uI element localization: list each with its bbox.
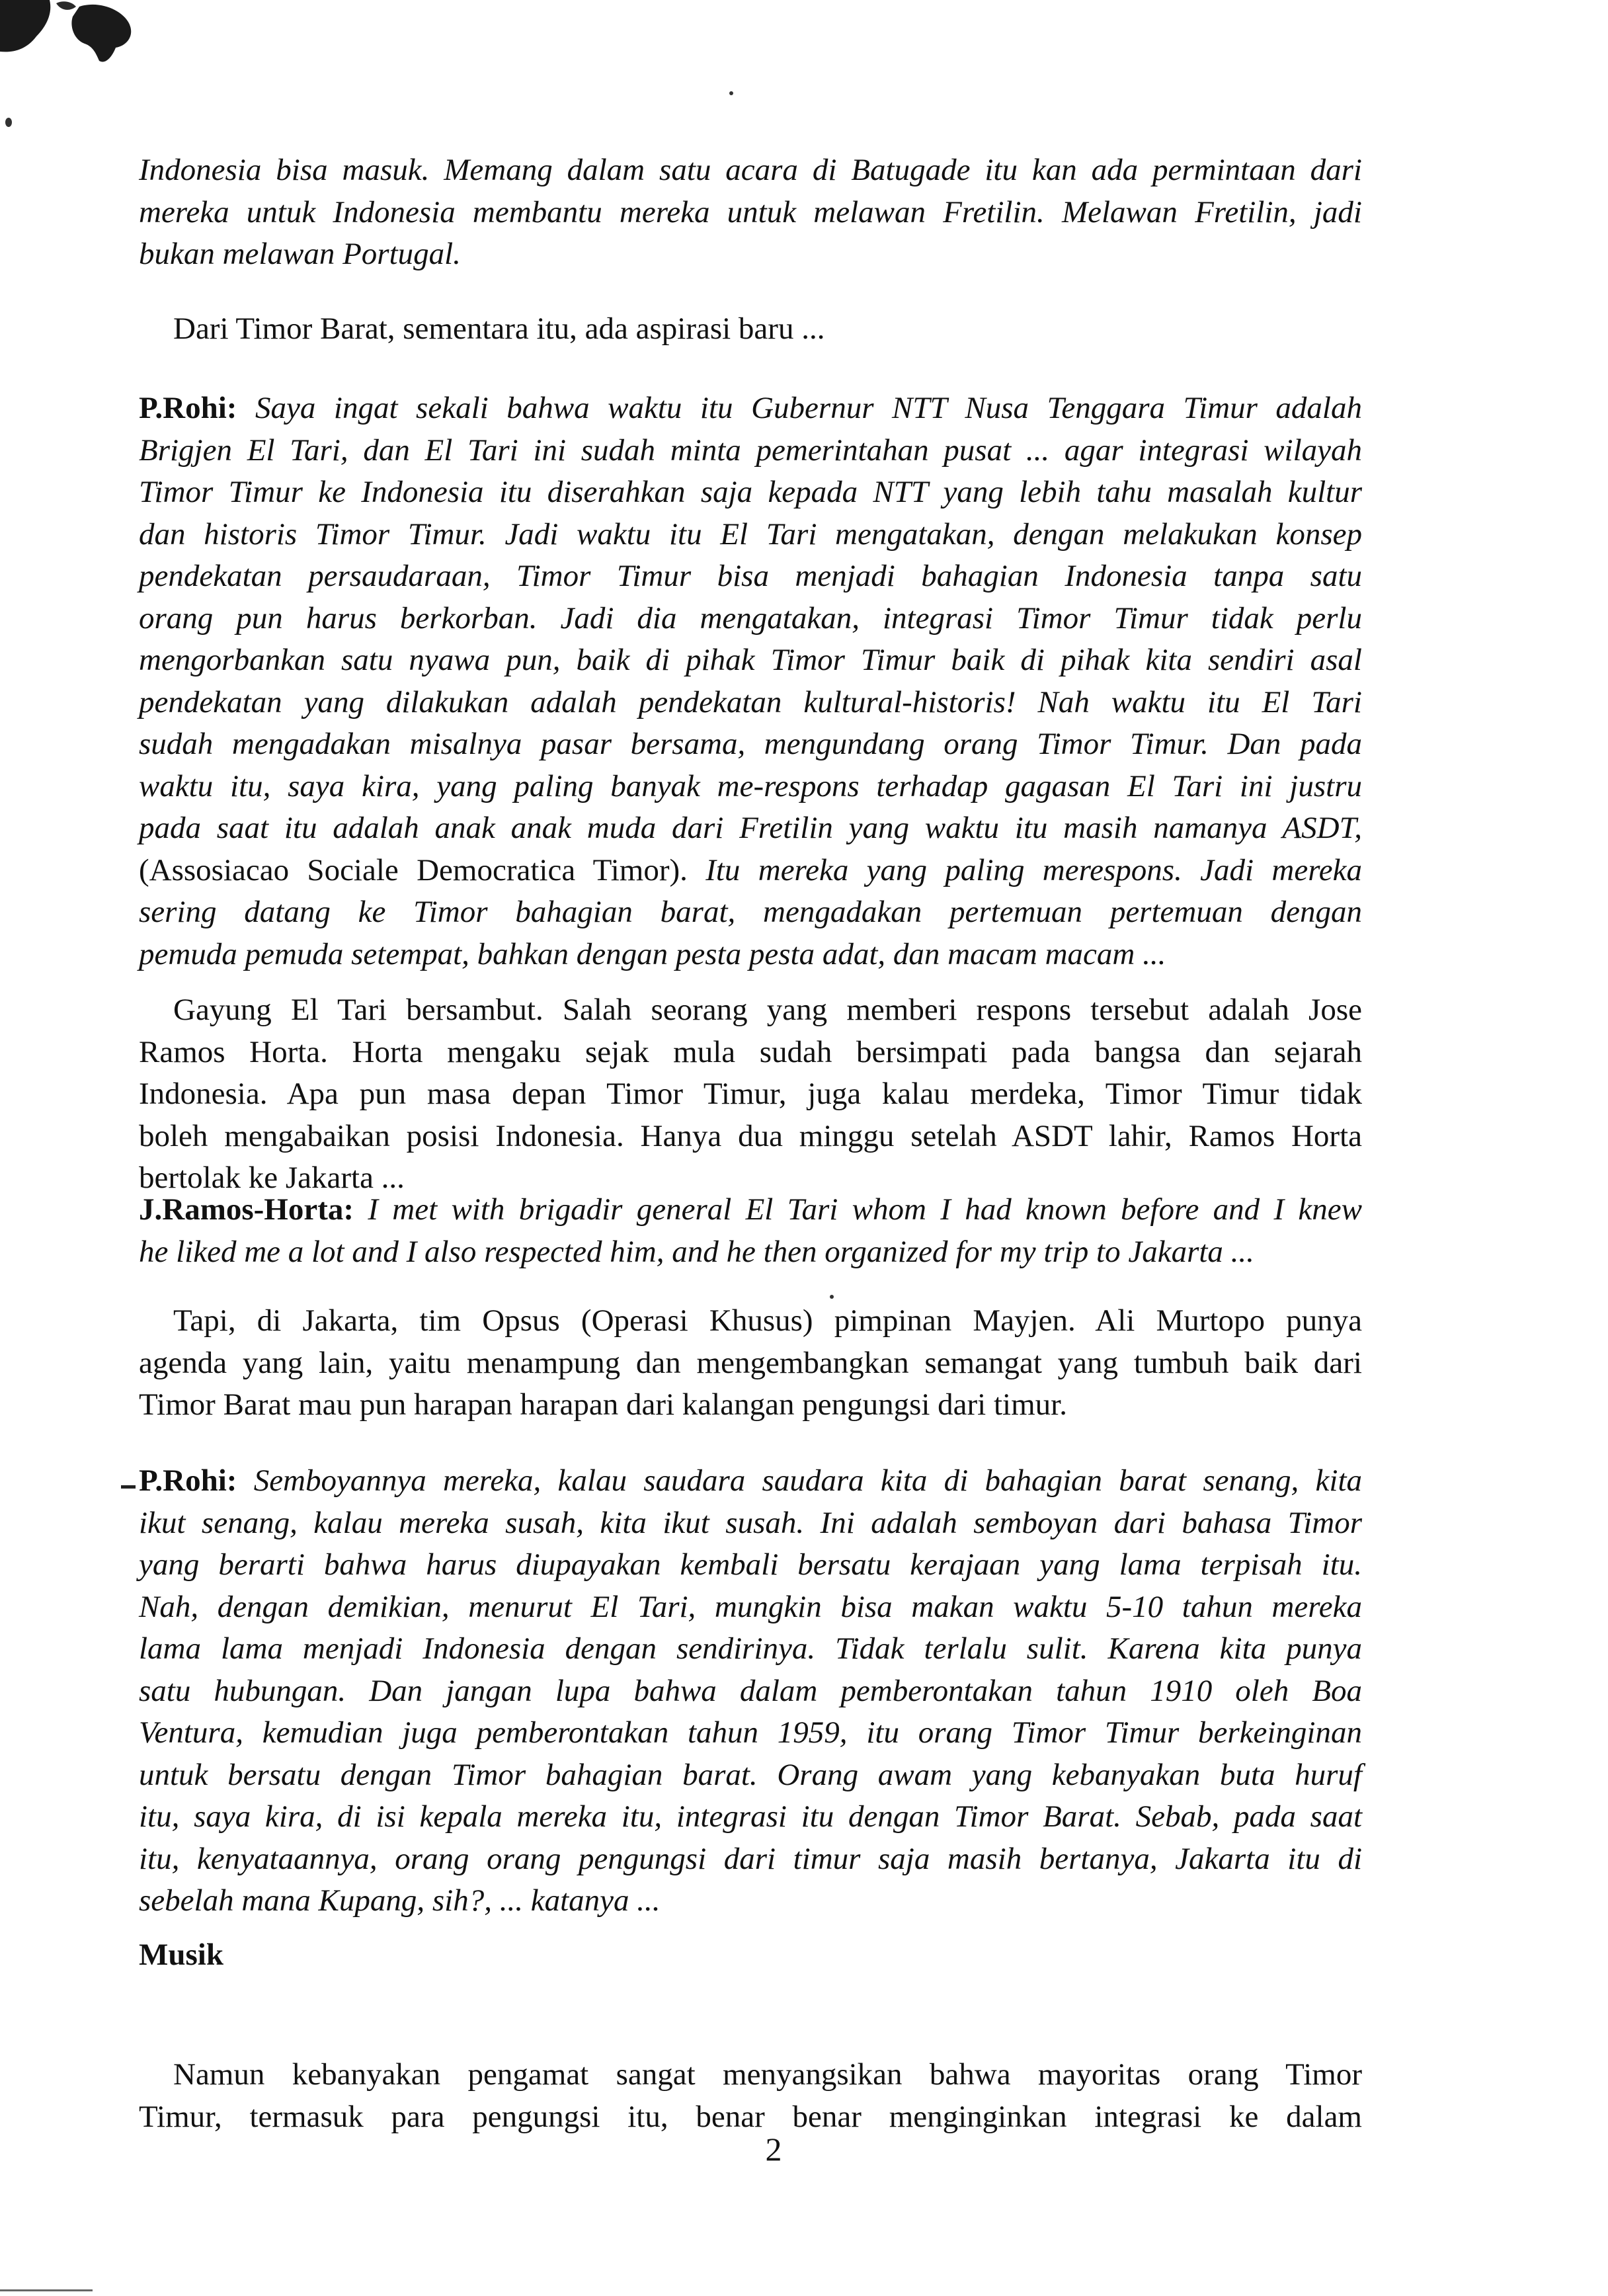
paragraph-8 [139,2054,1362,2138]
text-line: mereka untuk Indonesia membantu mereka untuk melawan Fretilin. Melawan Fretilin, jadi [139,194,1362,229]
text-line: agenda yang lain, yaitu menampung dan mengembangkan semangat yang tumbuh baik dari [139,1345,1362,1380]
text-line: pemuda pemuda setempat, bahkan dengan pesta pesta adat, dan macam macam ... [139,936,1166,971]
scan-edge-line [0,2289,93,2291]
speech-text: Semboyannya mereka, kalau saudara saudara kita di bahagian barat senang, kita [237,1463,1362,1498]
text-line: Nah, dengan demikian, menurut El Tari, mungkin bisa makan waktu 5-10 tahun mereka [139,1589,1362,1624]
text-line: pendekatan persaudaraan, Timor Timur bisa menjadi bahagian Indonesia tanpa satu [139,559,1362,593]
text-line: yang berarti bahwa harus diupayakan kembali bersatu kerajaan yang lama terpisah itu. [139,1547,1362,1582]
text-line: sebelah mana Kupang, sih?, ... katanya ... [139,1883,661,1918]
text-line: Timur, termasuk para pengungsi itu, benar benar menginginkan integrasi ke dalam [139,2099,1362,2134]
text-line: Ventura, kemudian juga pemberontakan tahun 1959, itu orang Timor Timur berkeinginan [139,1715,1362,1750]
text-line [139,388,1362,430]
paragraph-2 [139,308,1362,350]
text-line: sering datang ke Timor bahagian barat, mengadakan pertemuan pertemuan dengan [139,895,1362,929]
paragraph-5 [139,1189,1362,1273]
text-line: Tapi, di Jakarta, tim Opsus (Operasi Khusus) pimpinan Mayjen. Ali Murtopo punya [173,1303,1362,1338]
paragraph-1 [139,149,1362,276]
speech-text: Saya ingat sekali bahwa waktu itu Gubernur NTT Nusa Tenggara Timur adalah [255,391,1362,425]
text-line: mengorbankan satu nyawa pun, baik di pihak Timor Timur baik di pihak kita sendiri asal [139,643,1362,677]
text-line: pendekatan yang dilakukan adalah pendekatan kultural-historis! Nah waktu itu El Tari [139,684,1362,719]
paragraph-7 [139,1460,1362,1922]
text-line: dan historis Timor Timur. Jadi waktu itu El Tari mengatakan, dengan melakukan konsep [139,516,1362,552]
paragraph-3 [139,388,1362,975]
text-line: sudah mengadakan misalnya pasar bersama, mengundang orang Timor Timur. Dan pada [139,727,1362,761]
page-number: 2 [765,2131,782,2168]
text-line [139,850,1362,892]
section-heading: Musik [139,1938,223,1972]
text-line: ikut senang, kalau mereka susah, kita ikut susah. Ini adalah semboyan dari bahasa Timor [139,1505,1362,1540]
text-line: Brigjen El Tari, dan El Tari ini sudah minta pemerintahan pusat ... agar integrasi wilayah [139,432,1362,468]
scan-speck [830,1295,834,1299]
scan-speck [729,91,733,95]
text-line: itu, kenyataannya, orang orang pengungsi dari timur saja masih bertanya, Jakarta itu di [139,1841,1362,1876]
text-line: Timor Timur ke Indonesia itu diserahkan saja kepada NTT yang lebih tahu masalah kultur [139,475,1362,509]
text-line: untuk bersatu dengan Timor bahagian barat. Orang awam yang kebanyakan buta huruf [139,1757,1362,1792]
text-line [139,1189,1362,1231]
text-line: Indonesia. Apa pun masa depan Timor Timur, juga kalau merdeka, Timor Timur tidak [139,1077,1362,1111]
text-line: waktu itu, saya kira, yang paling banyak me-respons terhadap gagasan El Tari ini justru [139,768,1362,803]
speech-text: (Assosiacao Sociale Democratica Timor). [139,852,688,887]
text-line: boleh mengabaikan posisi Indonesia. Hanya dua minggu setelah ASDT lahir, Ramos Horta [139,1118,1362,1153]
speech-text: Itu mereka yang paling merespons. Jadi mereka [687,852,1362,887]
speaker-label: P.Rohi: [139,1463,237,1498]
text-line [139,1460,1362,1502]
text-line: itu, saya kira, di isi kepala mereka itu, integrasi itu dengan Timor Barat. Sebab, pada saat [139,1799,1362,1834]
text-line: Dari Timor Barat, sementara itu, ada aspirasi baru ... [173,311,825,346]
text-line: orang pun harus berkorban. Jadi dia mengatakan, integrasi Timor Timur tidak perlu [139,600,1362,636]
margin-mark [121,1485,136,1489]
text-line: pada saat itu adalah anak anak muda dari Fretilin yang waktu itu masih namanya ASDT, [139,811,1362,845]
text-line: satu hubungan. Dan jangan lupa bahwa dalam pemberontakan tahun 1910 oleh Boa [139,1673,1362,1708]
text-line: Namun kebanyakan pengamat sangat menyangsikan bahwa mayoritas orang Timor [173,2057,1362,2092]
speaker-label: P.Rohi: [139,391,237,425]
speaker-label: J.Ramos-Horta: [139,1192,354,1227]
paragraph-6 [139,1300,1362,1426]
scan-speck [5,118,12,127]
text-line: Timor Barat mau pun harapan harapan dari kalangan pengungsi dari timur. [139,1387,1067,1422]
text-line: bukan melawan Portugal. [139,237,461,271]
ink-smudge-icon [0,0,159,73]
text-line: lama lama menjadi Indonesia dengan sendirinya. Tidak terlalu sulit. Karena kita punya [139,1631,1362,1666]
text-line: Gayung El Tari bersambut. Salah seorang yang memberi respons tersebut adalah Jose [173,993,1362,1027]
paragraph-4 [139,989,1362,1200]
text-line: Indonesia bisa masuk. Memang dalam satu acara di Batugade itu kan ada permintaan dari [139,153,1362,187]
text-line: Ramos Horta. Horta mengaku sejak mula sudah bersimpati pada bangsa dan sejarah [139,1034,1362,1069]
text-line: he liked me a lot and I also respected him, and he then organized for my trip to Jakarta ... [139,1234,1254,1269]
text-line: bertolak ke Jakarta ... [139,1161,405,1195]
speech-text: I met with brigadir general El Tari whom I had known before and I knew [354,1192,1362,1227]
